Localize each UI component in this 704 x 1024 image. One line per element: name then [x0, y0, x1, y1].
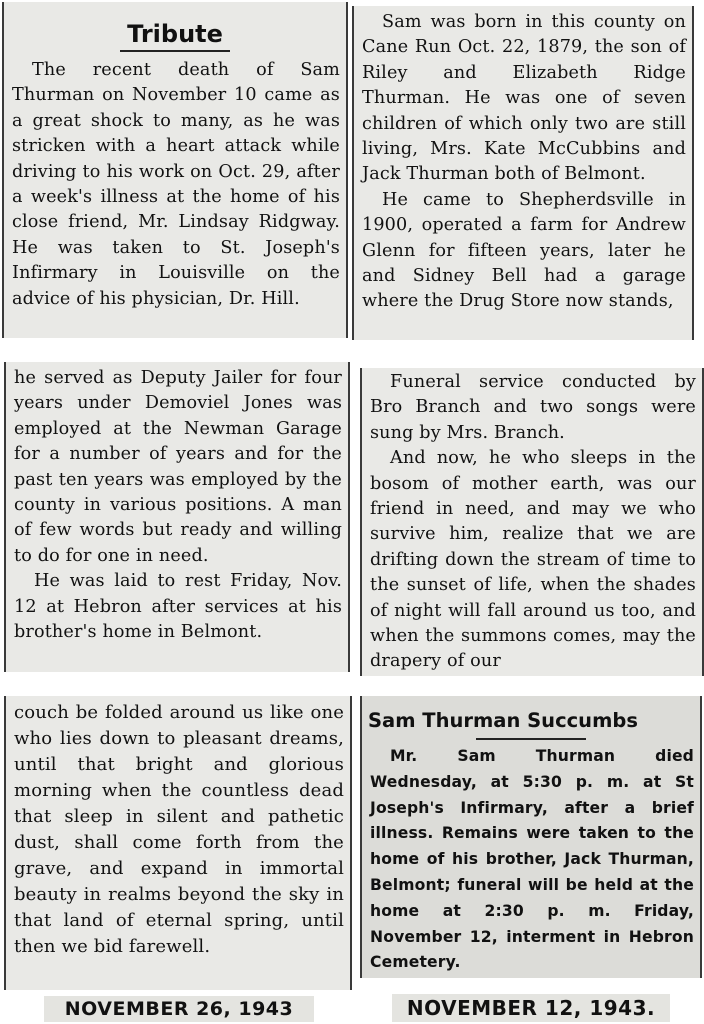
tribute-paragraph-5: He was laid to rest Friday, Nov. 12 at Hebron after services at his brother's home in Belmont.: [14, 571, 342, 643]
tribute-clip-part-3: [4, 362, 350, 672]
tribute-column-4: [362, 368, 702, 675]
tribute-paragraph-2: Sam was born in this county on Cane Run Oct. 22, 1879, the son of Riley and Elizabeth Ridge Thurman. He was one of seven children of which only two are still living, Mrs. Kate McCubbins and Jack Thurman both of Belmont.: [362, 12, 686, 185]
tribute-paragraph-8: couch be folded around us like one who lies down to pleasant dreams, until that bright and glorious morning when the countless dead that sleep in silent and pathetic dust, shall come forth from the grave, and expand in immortal beauty in realms beyond the sky in that land of eternal spring, until then we bid farewell.: [14, 702, 344, 957]
tribute-paragraph-3: He came to Shepherdsville in 1900, operated a farm for Andrew Glenn for fifteen years, later he and Sidney Bell had a garage where the Drug Store now stands,: [362, 189, 686, 312]
tribute-clip-part-2: [352, 6, 694, 340]
tribute-clip-part-4: [360, 368, 704, 676]
notice-clip: [360, 696, 702, 978]
tribute-clip-part-5: [4, 696, 352, 990]
tribute-column-2: [354, 6, 692, 315]
tribute-clip-part-1: [2, 2, 348, 338]
tribute-paragraph-6: Funeral service conducted by Bro Branch and two songs were sung by Mrs. Branch.: [370, 372, 696, 443]
notice-body: [362, 744, 700, 976]
notice-date: NOVEMBER 12, 1943.: [392, 994, 670, 1022]
notice-title: Sam Thurman Succumbs: [368, 709, 638, 732]
tribute-paragraph-7: And now, he who sleeps in the bosom of mother earth, was our friend in need, and may we who survive him, realize that we are drifting down the stream of time to the sunset of life, when the shades of night will fall around us too, and when the summons comes, may the drapery of our: [370, 448, 696, 672]
notice-underline: [476, 738, 586, 740]
tribute-date: NOVEMBER 26, 1943: [44, 996, 314, 1022]
title-underline: [120, 50, 230, 52]
tribute-column-5: [6, 696, 350, 960]
tribute-paragraph-4: he served as Deputy Jailer for four years under Demoviel Jones was employed at the Newman Garage for a number of years and for the past ten years was employed by the county in various positions. A man of few words but ready and willing to do for one in need.: [14, 368, 342, 566]
tribute-column-3: [6, 362, 348, 645]
tribute-title: Tribute: [127, 20, 223, 48]
notice-paragraph: Mr. Sam Thurman died Wednesday, at 5:30 p. m. at St Joseph's Infirmary, after a brief illness. Remains were taken to the home of his brother, Jack Thurman, Belmont; funeral will be held at the home at 2:30 p. m. Friday, November 12, interment in Hebron Cemetery.: [370, 747, 694, 972]
tribute-paragraph-1: The recent death of Sam Thurman on November 10 came as a great shock to many, as he was stricken with a heart attack while driving to his work on Oct. 29, after a week's illness at the home of his close friend, Mr. Lindsay Ridgway. He was taken to St. Joseph's Infirmary in Louisville on the advice of his physician, Dr. Hill.: [12, 60, 340, 309]
tribute-column-1: [4, 58, 346, 312]
